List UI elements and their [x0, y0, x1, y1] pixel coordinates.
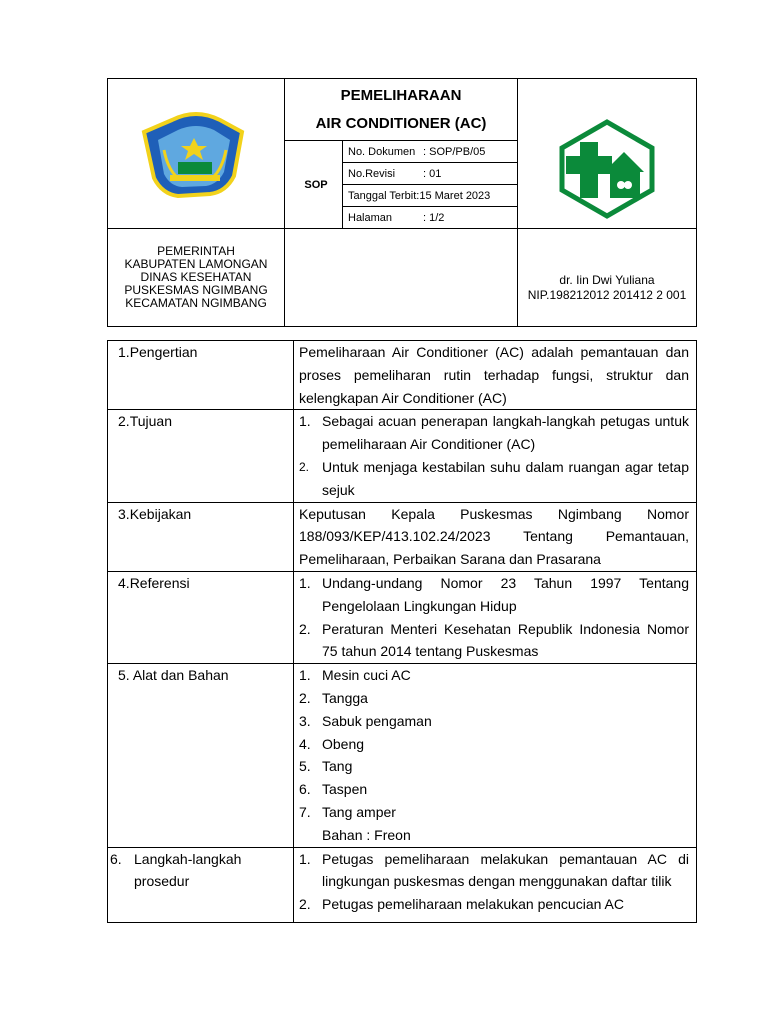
item-text: Mesin cuci AC — [322, 667, 411, 684]
section-list — [294, 664, 697, 847]
list-item — [299, 733, 689, 756]
org-line-4: PUSKESMAS NGIMBANG — [124, 283, 268, 297]
list-item — [299, 755, 689, 778]
tanggal-terbit-row — [343, 185, 518, 207]
section-title: Langkah-langkah — [134, 850, 242, 867]
section-text: Keputusan Kepala Puskesmas Ngimbang Nomor 188/093/KEP/413.102.24/2023 Tentang Pemantauan, Pemeliharaan, Perbaikan Sarana dan Prasarana — [294, 502, 697, 571]
section-label — [108, 410, 294, 502]
halaman-value: : 1/2 — [423, 211, 445, 224]
item-number: 2. — [299, 896, 311, 913]
section-title: Pengertian — [129, 344, 198, 360]
row-tujuan — [108, 410, 697, 502]
section-label — [108, 847, 294, 922]
list-item — [299, 778, 689, 801]
organization-block — [108, 229, 285, 327]
no-dokumen-row — [343, 141, 518, 163]
document-title — [285, 79, 518, 141]
item-text: Tangga — [322, 689, 368, 706]
signature-blank-cell — [285, 229, 518, 327]
halaman-row — [343, 207, 518, 229]
item-text: Petugas pemeliharaan melakukan pemantauan AC di lingkungan puskesmas dengan menggunakan daftar tilik — [322, 850, 689, 890]
row-alat-bahan — [108, 664, 697, 847]
section-list — [294, 410, 697, 502]
puskesmas-logo-icon — [518, 80, 696, 228]
row-pengertian — [108, 341, 697, 410]
title-line-2: AIR CONDITIONER (AC) — [315, 114, 487, 132]
list-item — [299, 848, 689, 894]
item-text: Peraturan Menteri Kesehatan Republik Indonesia Nomor 75 tahun 2014 tentang Puskesmas — [322, 620, 689, 660]
no-revisi-value: : 01 — [423, 167, 442, 180]
row-langkah-prosedur — [108, 847, 697, 922]
right-logo-cell — [518, 79, 697, 229]
item-number: 2. — [299, 689, 311, 706]
section-label — [108, 571, 294, 663]
section-title-line-2: prosedur — [134, 873, 190, 890]
section-list — [294, 571, 697, 663]
list-item — [299, 456, 689, 502]
org-line-2: KABUPATEN LAMONGAN — [124, 257, 268, 271]
item-text: Taspen — [322, 781, 368, 798]
signer-name: dr. Iin Dwi Yuliana — [559, 273, 655, 287]
section-title: Referensi — [129, 574, 190, 591]
sop-header-table — [107, 78, 697, 327]
item-number: 4. — [299, 735, 311, 752]
lamongan-regency-emblem-icon — [108, 80, 284, 228]
item-text: Obeng — [322, 735, 365, 752]
section-text: Pemeliharaan Air Conditioner (AC) adalah pemantauan dan proses pemeliharan rutin terhadap fungsi, struktur dan kelengkapan Air Conditioner (AC) — [294, 341, 697, 410]
item-number: 2. — [299, 620, 311, 637]
title-line-1: PEMELIHARAAN — [340, 86, 462, 104]
org-line-1: PEMERINTAH — [157, 244, 235, 258]
no-dokumen-label: No. Dokumen — [348, 145, 416, 158]
signer-nip: NIP.198212012 201412 2 001 — [527, 288, 687, 302]
section-number: 6. — [110, 850, 122, 867]
signer-block — [518, 229, 697, 327]
no-dokumen-value: : SOP/PB/05 — [423, 145, 486, 158]
item-number: 1. — [299, 413, 311, 430]
item-number: 6. — [299, 781, 311, 798]
section-label — [108, 664, 294, 847]
section-title: Alat dan Bahan — [132, 667, 229, 684]
section-number: 3. — [118, 505, 130, 522]
item-text: Sebagai acuan penerapan langkah-langkah petugas untuk pemeliharaan Air Conditioner (AC) — [322, 413, 689, 453]
list-item — [299, 572, 689, 618]
section-label — [108, 502, 294, 571]
item-text: Undang-undang Nomor 23 Tahun 1997 Tentang Pengelolaan Lingkungan Hidup — [322, 574, 689, 614]
item-number: 3. — [299, 712, 311, 729]
section-title: Tujuan — [129, 413, 172, 430]
section-number: 2. — [118, 413, 130, 430]
left-logo-cell — [108, 79, 285, 229]
sop-content-table — [107, 340, 697, 923]
list-item — [299, 710, 689, 733]
item-text: Sabuk pengaman — [322, 712, 432, 729]
item-number: 1. — [299, 667, 311, 684]
section-title: Kebijakan — [129, 505, 192, 522]
item-number: 2. — [299, 459, 310, 474]
item-text: Petugas pemeliharaan melakukan pencucian AC — [322, 896, 624, 913]
item-text: Tang amper — [322, 803, 396, 820]
list-item — [299, 410, 689, 456]
item-text: Untuk menjaga kestabilan suhu dalam ruangan agar tetap sejuk — [322, 458, 689, 498]
list-item — [299, 801, 689, 824]
bahan-text: Bahan : Freon — [322, 826, 411, 843]
list-item — [299, 687, 689, 710]
halaman-label: Halaman — [348, 211, 393, 224]
list-item — [299, 618, 689, 664]
no-revisi-label: No.Revisi — [348, 167, 396, 180]
section-label — [108, 341, 294, 410]
item-number: 1. — [299, 574, 311, 591]
item-text: Tang — [322, 758, 353, 775]
item-number: 7. — [299, 803, 311, 820]
section-number: 1. — [118, 344, 130, 360]
list-item — [299, 893, 689, 916]
tanggal-terbit-label: Tanggal Terbit — [348, 189, 417, 202]
section-number: 5. — [118, 667, 130, 684]
item-number: 1. — [299, 850, 311, 867]
list-item — [299, 664, 689, 687]
sop-label: SOP — [285, 141, 343, 229]
row-kebijakan — [108, 502, 697, 571]
org-line-3: DINAS KESEHATAN — [140, 270, 252, 284]
section-list — [294, 847, 697, 922]
no-revisi-row — [343, 163, 518, 185]
item-number: 5. — [299, 758, 311, 775]
tanggal-terbit-value: :15 Maret 2023 — [416, 189, 491, 202]
org-line-5: KECAMATAN NGIMBANG — [125, 296, 267, 310]
row-referensi — [108, 571, 697, 663]
section-number: 4. — [118, 574, 130, 591]
